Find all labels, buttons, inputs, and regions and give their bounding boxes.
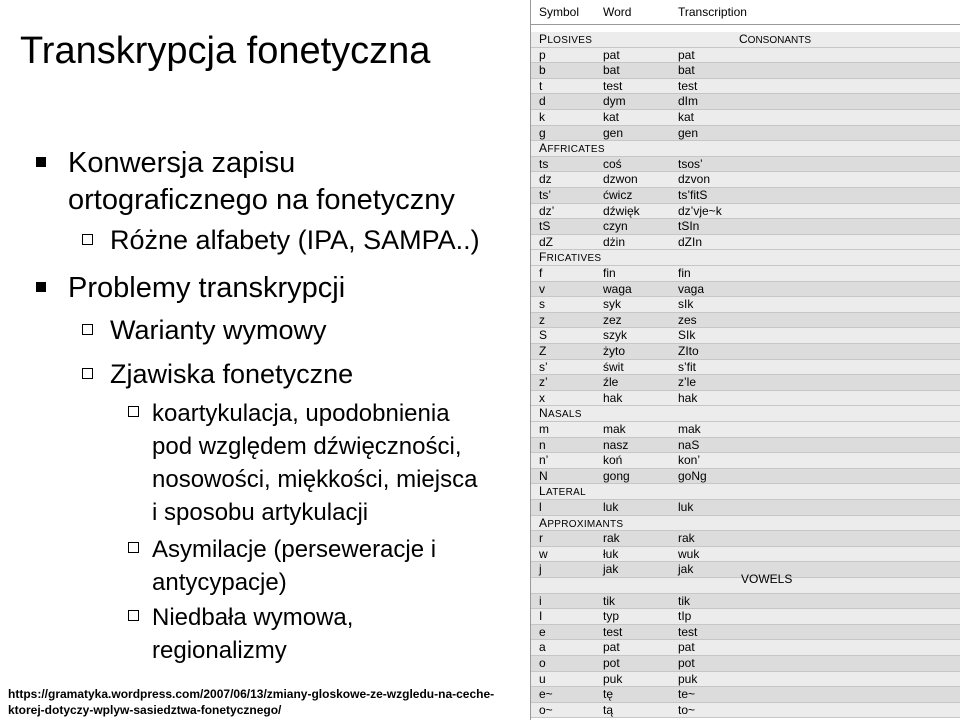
symbol-cell: ts [539, 156, 549, 171]
table-row [531, 438, 960, 454]
symbol-cell: n’ [539, 453, 549, 468]
symbol-cell: z’ [539, 375, 548, 390]
symbol-cell: m [539, 422, 549, 436]
transcription-cell: puk [678, 671, 698, 686]
slide-title: Transkrypcja fonetyczna [20, 30, 431, 72]
table-row [531, 375, 960, 391]
bullet-line: koartykulacja, upodobnienia [152, 400, 450, 427]
transcription-cell: bat [678, 63, 695, 78]
table-row [531, 110, 960, 126]
bullet-line: regionalizmy [152, 637, 287, 664]
symbol-cell: dZ [539, 234, 554, 249]
bullet-marker-icon [128, 406, 139, 417]
word-cell: zez [603, 312, 622, 327]
symbol-cell: d [539, 94, 546, 109]
table-row [531, 672, 960, 688]
symbol-cell: o [539, 656, 546, 670]
transcription-cell: tIp [678, 609, 692, 624]
transcription-cell: dz’vje~k [678, 203, 722, 218]
transcription-cell: pat [678, 47, 695, 62]
symbol-cell: p [539, 47, 546, 62]
transcription-cell: rak [678, 531, 695, 546]
table-row [531, 703, 960, 719]
symbol-cell: t [539, 78, 543, 93]
word-cell: gen [603, 125, 624, 140]
symbol-cell: s [539, 297, 545, 312]
word-cell: dźwięk [603, 203, 640, 218]
symbol-cell: n [539, 437, 546, 452]
word-cell: żyto [603, 344, 626, 358]
transcription-cell: vaga [678, 281, 705, 296]
bullet-marker-icon [128, 542, 139, 553]
bullet-line: Warianty wymowy [110, 315, 327, 345]
transcription-cell: te~ [678, 687, 696, 702]
symbol-cell: I [539, 609, 543, 624]
table-row [531, 328, 960, 344]
transcription-cell: pot [678, 656, 695, 670]
category-row [531, 516, 960, 532]
transcription-cell: z’le [678, 375, 697, 390]
word-cell: pat [603, 640, 620, 655]
transcription-cell: test [678, 78, 698, 93]
symbol-cell: f [539, 266, 543, 280]
category-row [531, 250, 960, 266]
table-row [531, 609, 960, 625]
transcription-cell: goNg [678, 468, 707, 483]
transcription-cell: ZIto [678, 344, 699, 358]
bullet-line: Różne alfabety (IPA, SAMPA..) [110, 225, 480, 255]
bullet-marker-icon [82, 234, 93, 245]
word-cell: nasz [603, 437, 629, 452]
source-url-line[interactable]: ktorej-dotyczy-wplyw-sasiedztwa-fonetycznego/ [8, 703, 282, 717]
transcription-cell: s’fit [678, 359, 696, 374]
symbol-cell: i [539, 593, 542, 608]
transcription-cell: gen [678, 125, 699, 140]
word-cell: dym [603, 94, 626, 109]
word-cell: syk [603, 297, 621, 312]
category-row [531, 32, 960, 48]
word-cell: bat [603, 63, 620, 78]
transcription-cell: kon’ [678, 453, 701, 468]
transcription-cell: jak [678, 562, 694, 577]
bullet-line: Asymilacje (perseweracje i [152, 536, 437, 563]
category-label: PLOSIVES [539, 32, 593, 46]
symbol-cell: j [539, 562, 542, 577]
table-row [531, 172, 960, 188]
header-word: Word [603, 5, 632, 19]
table-row [531, 94, 960, 110]
symbol-cell: s’ [539, 359, 548, 374]
transcription-cell: hak [678, 390, 698, 405]
table-row [531, 297, 960, 313]
symbol-cell: ts’ [539, 188, 551, 202]
symbol-cell: v [539, 281, 545, 296]
word-cell: coś [603, 156, 622, 171]
table-row [531, 63, 960, 79]
source-url-line[interactable]: https://gramatyka.wordpress.com/2007/06/13/zmiany-gloskowe-ze-wzgledu-na-ceche- [8, 687, 495, 701]
transcription-cell: dZIn [678, 234, 703, 249]
transcription-cell: test [678, 624, 698, 639]
word-cell: szyk [603, 328, 627, 343]
word-cell: tą [603, 702, 614, 717]
symbol-cell: w [539, 546, 548, 561]
bullet-marker-icon [82, 324, 93, 335]
word-cell: czyn [603, 219, 628, 234]
category-row [531, 141, 960, 157]
table-row [531, 656, 960, 672]
symbol-cell: k [539, 110, 545, 124]
vowels-header-row [531, 572, 960, 594]
consonants-label: CONSONANTS [739, 32, 812, 46]
transcription-cell: mak [678, 422, 701, 436]
word-cell: kat [603, 110, 620, 124]
transcription-cell: tik [678, 593, 690, 608]
table-row [531, 594, 960, 610]
symbol-cell: a [539, 640, 546, 655]
category-row [531, 406, 960, 422]
transcription-cell: dIm [678, 94, 699, 109]
transcription-cell: zes [678, 312, 697, 327]
transcription-cell: sIk [678, 297, 694, 312]
symbol-cell: Z [539, 344, 547, 358]
symbol-cell: tS [539, 219, 551, 234]
word-cell: dzwon [603, 172, 638, 187]
word-cell: test [603, 78, 623, 93]
table-row [531, 640, 960, 656]
bullet-marker-icon [82, 368, 93, 379]
word-cell: jak [603, 562, 619, 577]
transcription-cell: SIk [678, 328, 696, 343]
word-cell: luk [603, 500, 619, 514]
source-url[interactable] [8, 686, 494, 718]
table-row [531, 126, 960, 142]
transcription-cell: luk [678, 500, 694, 514]
table-row [531, 360, 960, 376]
symbol-cell: r [539, 531, 543, 546]
table-row [531, 219, 960, 235]
word-cell: test [603, 624, 623, 639]
transcription-cell: pat [678, 640, 695, 655]
bullet-line: Zjawiska fonetyczne [110, 359, 354, 389]
bullet-line: Problemy transkrypcji [68, 272, 346, 304]
header-symbol: Symbol [539, 5, 580, 19]
table-row [531, 344, 960, 360]
table-row [531, 391, 960, 407]
table-row [531, 453, 960, 469]
word-cell: puk [603, 671, 623, 686]
word-cell: rak [603, 531, 620, 546]
vowels-label: VOWELS [741, 572, 793, 586]
word-cell: gong [603, 468, 630, 483]
table-row [531, 547, 960, 563]
word-cell: typ [603, 609, 620, 624]
category-label: APPROXIMANTS [539, 515, 624, 530]
symbol-cell: e~ [539, 687, 553, 702]
symbol-cell: o~ [539, 702, 553, 717]
word-cell: ćwicz [603, 188, 633, 202]
word-cell: hak [603, 390, 623, 405]
table-row [531, 204, 960, 220]
transcription-cell: naS [678, 437, 700, 452]
transcription-cell: tSIn [678, 219, 700, 234]
symbol-cell: x [539, 390, 545, 405]
symbol-cell: N [539, 468, 548, 483]
header-transcription: Transcription [678, 5, 747, 19]
bullet-line: i sposobu artykulacji [152, 499, 369, 526]
category-label: NASALS [539, 406, 582, 421]
transcription-cell: fin [678, 266, 691, 280]
transcription-cell: to~ [678, 702, 696, 717]
table-row [531, 79, 960, 95]
word-cell: świt [603, 359, 624, 374]
symbol-cell: dz [539, 172, 552, 187]
word-cell: koń [603, 453, 623, 468]
bullet-line: Konwersja zapisu [68, 147, 296, 179]
table-row [531, 531, 960, 547]
table-row [531, 188, 960, 204]
table-header [531, 0, 960, 25]
transcription-cell: dzvon [678, 172, 711, 187]
bullet-line: ortograficznego na fonetyczny [68, 184, 455, 216]
bullet-line: Niedbała wymowa, [152, 604, 354, 631]
word-cell: mak [603, 422, 626, 436]
bullet-line: pod względem dźwięczności, [152, 433, 462, 460]
phoneme-table [530, 0, 960, 720]
table-row [531, 687, 960, 703]
symbol-cell: u [539, 671, 546, 686]
word-cell: tę [603, 687, 614, 702]
table-row [531, 282, 960, 298]
table-row [531, 266, 960, 282]
table-row [531, 422, 960, 438]
word-cell: łuk [603, 546, 619, 561]
transcription-cell: ts’fitS [678, 188, 708, 202]
category-label: FRICATIVES [539, 250, 602, 265]
symbol-cell: g [539, 125, 546, 140]
symbol-cell: b [539, 63, 546, 78]
transcription-cell: kat [678, 110, 695, 124]
bullet-marker-icon [36, 282, 46, 292]
word-cell: waga [603, 281, 632, 296]
bullet-marker-icon [36, 157, 46, 167]
table-row [531, 469, 960, 485]
table-row [531, 625, 960, 641]
word-cell: tik [603, 593, 615, 608]
bullet-line: nosowości, miękkości, miejsca [152, 466, 478, 493]
word-cell: pot [603, 656, 620, 670]
symbol-cell: z [539, 312, 545, 327]
word-cell: dżin [603, 234, 626, 249]
symbol-cell: S [539, 328, 548, 343]
bullet-line: antycypacje) [152, 569, 287, 596]
word-cell: fin [603, 266, 616, 280]
category-label: LATERAL [539, 484, 586, 499]
table-row [531, 157, 960, 173]
table-row [531, 313, 960, 329]
transcription-cell: tsos’ [678, 156, 703, 171]
category-row [531, 484, 960, 500]
word-cell: źle [603, 375, 619, 390]
table-row [531, 500, 960, 516]
table-row [531, 235, 960, 251]
symbol-cell: dz’ [539, 203, 555, 218]
symbol-cell: l [539, 500, 542, 514]
table-row [531, 48, 960, 64]
transcription-cell: wuk [678, 546, 700, 561]
category-label: AFFRICATES [539, 141, 605, 156]
bullet-marker-icon [128, 610, 139, 621]
symbol-cell: e [539, 624, 546, 639]
word-cell: pat [603, 47, 620, 62]
